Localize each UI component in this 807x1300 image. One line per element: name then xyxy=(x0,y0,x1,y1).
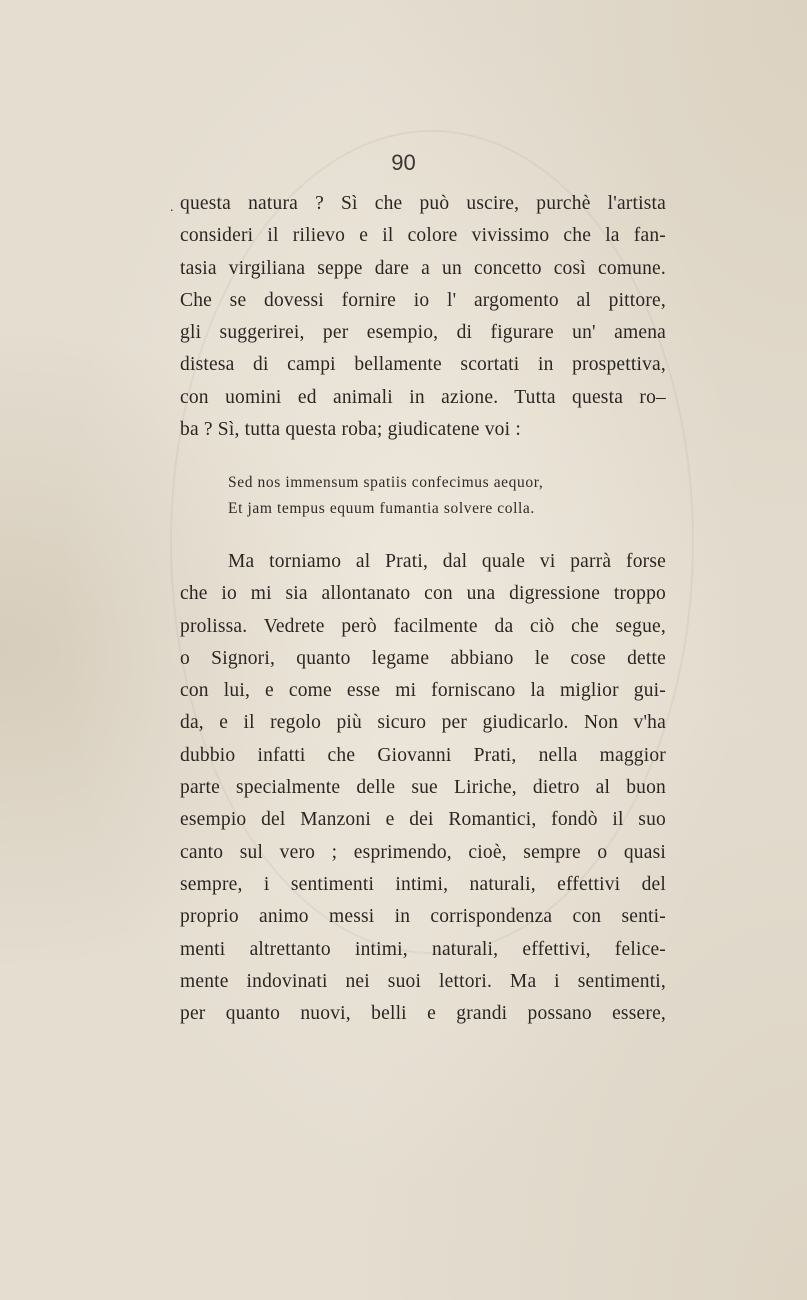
text-line: per quanto nuovi, belli e grandi possano essere, xyxy=(180,1003,666,1025)
text-line: questa natura ? Sì che può uscire, purchè l'artista xyxy=(180,193,666,214)
quote-line: Sed nos immensum spatiis confecimus aequor, xyxy=(228,474,544,491)
text-line: dubbio infatti che Giovanni Prati, nella maggior xyxy=(180,744,666,766)
text-line: da, e il regolo più sicuro per giudicarlo. Non v'ha xyxy=(180,712,666,734)
page-number: 90 xyxy=(391,150,416,175)
text-line: consideri il rilievo e il colore vivissimo che la fan- xyxy=(180,225,666,247)
text-line: parte specialmente delle sue Liriche, dietro al buon xyxy=(180,777,666,799)
paragraph-1 xyxy=(180,188,666,446)
text-line: proprio animo messi in corrispondenza con senti- xyxy=(180,906,666,928)
text-line: Ma torniamo al Prati, dal quale vi parrà forse xyxy=(228,551,666,572)
text-line: esempio del Manzoni e dei Romantici, fondò il suo xyxy=(180,809,666,831)
text-line: con uomini ed animali in azione. Tutta questa ro– xyxy=(180,386,666,408)
text-line: con lui, e come esse mi forniscano la miglior gui- xyxy=(180,680,666,702)
text-line: distesa di campi bellamente scortati in prospettiva, xyxy=(180,354,666,376)
text-line: o Signori, quanto legame abbiano le cose dette xyxy=(180,647,666,669)
margin-dot: . xyxy=(170,200,174,215)
text-line: canto sul vero ; esprimendo, cioè, sempre o quasi xyxy=(180,841,666,863)
latin-quotation xyxy=(228,470,648,522)
text-line: Che se dovessi fornire io l' argomento al pittore, xyxy=(180,289,666,311)
text-line: che io mi sia allontanato con una digressione troppo xyxy=(180,583,666,605)
quote-line: Et jam tempus equum fumantia solvere colla. xyxy=(228,500,535,517)
text-line: sempre, i sentimenti intimi, naturali, effettivi del xyxy=(180,873,666,895)
text-line: prolissa. Vedrete però facilmente da ciò che segue, xyxy=(180,615,666,637)
text-line: menti altrettanto intimi, naturali, effettivi, felice- xyxy=(180,938,666,960)
text-line: mente indovinati nei suoi lettori. Ma i sentimenti, xyxy=(180,970,666,992)
paragraph-2 xyxy=(180,546,666,1030)
text-line: tasia virgiliana seppe dare a un concetto così comune. xyxy=(180,257,666,279)
text-line: ba ? Sì, tutta questa roba; giudicatene voi : xyxy=(180,419,521,441)
text-line: gli suggerirei, per esempio, di figurare un' amena xyxy=(180,322,666,344)
